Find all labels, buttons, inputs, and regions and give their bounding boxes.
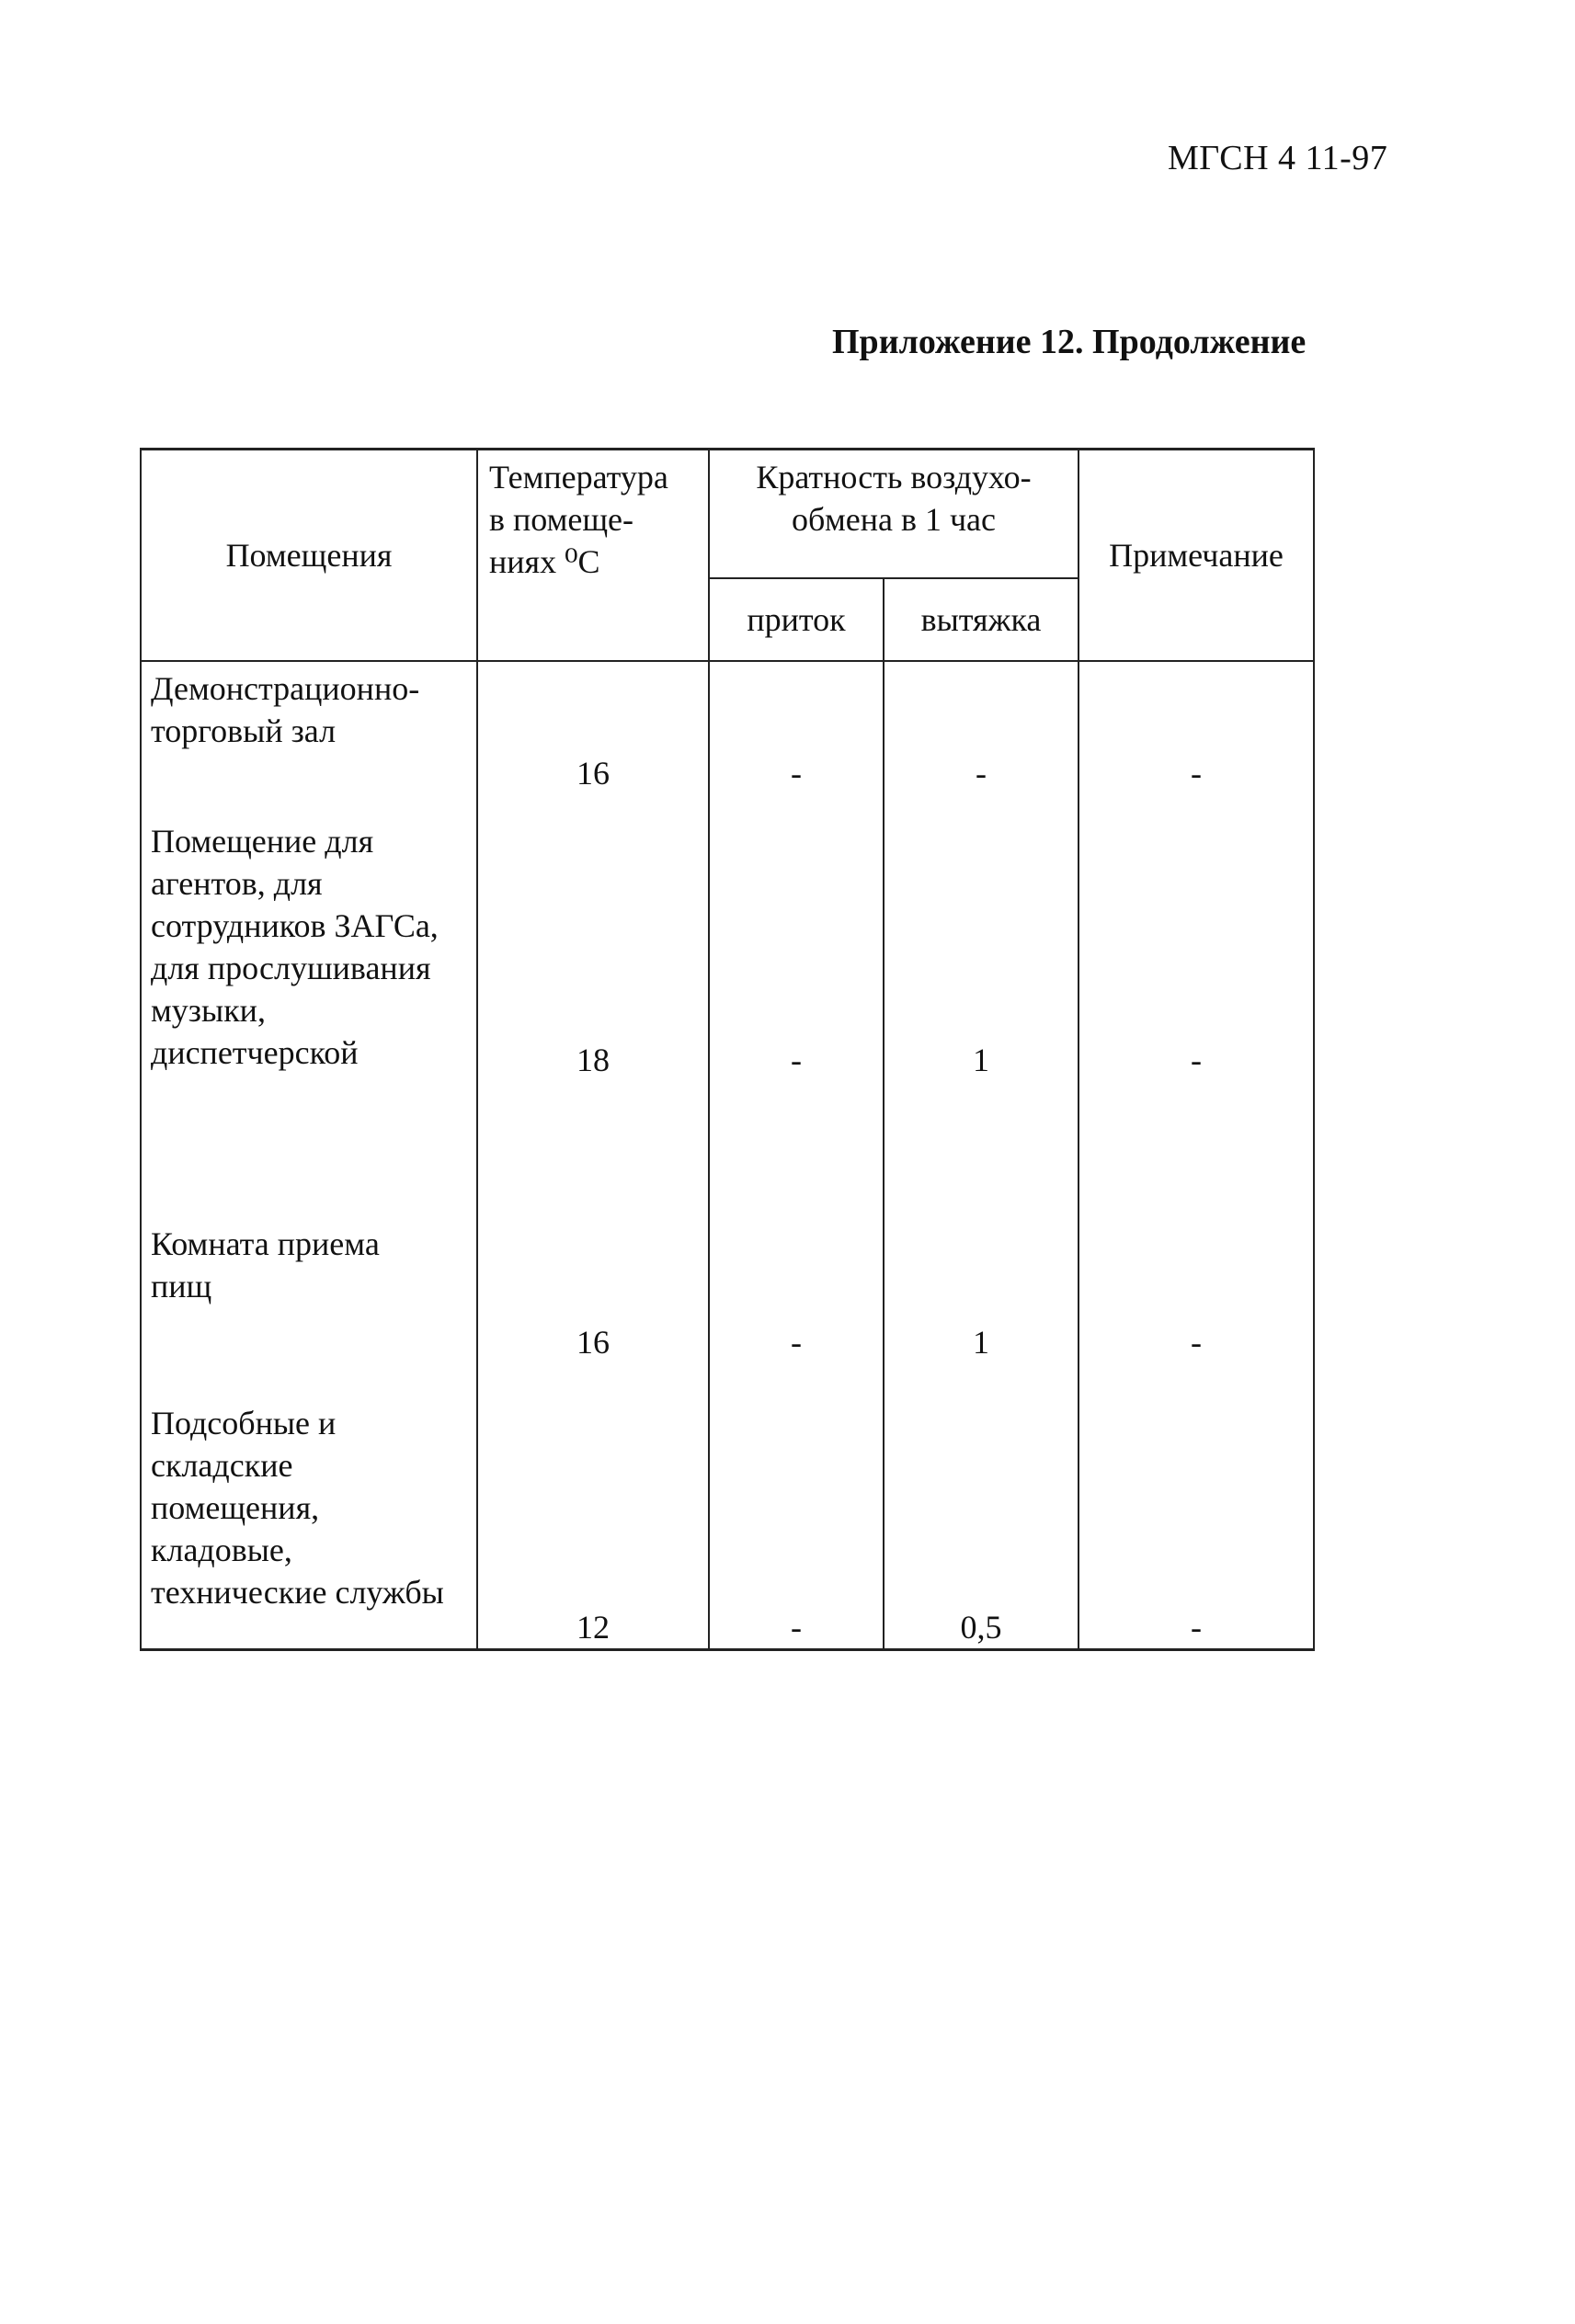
cell-temperature: 16 — [477, 661, 709, 796]
cell-exhaust: 1 — [884, 796, 1079, 1158]
room-name-line: помещения, — [151, 1489, 320, 1526]
cell-temperature: 18 — [477, 796, 709, 1158]
ventilation-norms-table — [140, 448, 1315, 1651]
header-rooms: Помещения — [141, 450, 477, 662]
header-exhaust: вытяжка — [884, 578, 1079, 661]
cell-exhaust: - — [884, 661, 1079, 796]
header-temperature — [477, 450, 709, 662]
room-name-line: диспетчерской — [151, 1034, 359, 1071]
cell-room — [141, 1158, 477, 1365]
cell-exhaust: 1 — [884, 1158, 1079, 1365]
header-note: Примечание — [1079, 450, 1314, 662]
header-supply: приток — [709, 578, 884, 661]
room-name-line: для прослушивания — [151, 950, 431, 986]
cell-room — [141, 661, 477, 796]
cell-temperature: 16 — [477, 1158, 709, 1365]
appendix-title: Приложение 12. Продолжение — [832, 323, 1307, 361]
cell-note: - — [1079, 1158, 1314, 1365]
cell-room — [141, 796, 477, 1158]
room-name-line: Комната приема — [151, 1225, 380, 1262]
table-row — [141, 796, 1314, 1158]
header-air-exchange-line: Кратность воздухо- — [756, 459, 1032, 496]
room-name-line: кладовые, — [151, 1532, 292, 1568]
room-name-line: Помещение для — [151, 823, 374, 860]
room-name-line: пищ — [151, 1268, 212, 1304]
header-temperature-line: ниях ⁰С — [489, 543, 600, 580]
room-name-line: агентов, для — [151, 865, 323, 902]
header-air-exchange-line: обмена в 1 час — [791, 501, 997, 538]
cell-supply: - — [709, 1365, 884, 1650]
room-name-line: складские — [151, 1447, 293, 1484]
cell-supply: - — [709, 1158, 884, 1365]
room-name-line: музыки, — [151, 992, 266, 1029]
room-name-line: Демонстрационно- — [151, 670, 420, 707]
cell-note: - — [1079, 661, 1314, 796]
table-row — [141, 661, 1314, 796]
header-air-exchange — [709, 450, 1079, 579]
cell-temperature: 12 — [477, 1365, 709, 1650]
header-temperature-line: в помеще- — [489, 501, 634, 538]
cell-supply: - — [709, 796, 884, 1158]
cell-note: - — [1079, 1365, 1314, 1650]
header-temperature-line: Температура — [489, 459, 668, 496]
room-name-line: торговый зал — [151, 712, 337, 749]
room-name-line: технические службы — [151, 1574, 444, 1611]
document-code: МГСН 4 11-97 — [1168, 139, 1388, 177]
table-row — [141, 1365, 1314, 1650]
cell-exhaust: 0,5 — [884, 1365, 1079, 1650]
room-name-line: сотрудников ЗАГСа, — [151, 907, 439, 944]
cell-supply: - — [709, 661, 884, 796]
cell-room — [141, 1365, 477, 1650]
cell-note: - — [1079, 796, 1314, 1158]
table-row — [141, 1158, 1314, 1365]
room-name-line: Подсобные и — [151, 1405, 337, 1441]
